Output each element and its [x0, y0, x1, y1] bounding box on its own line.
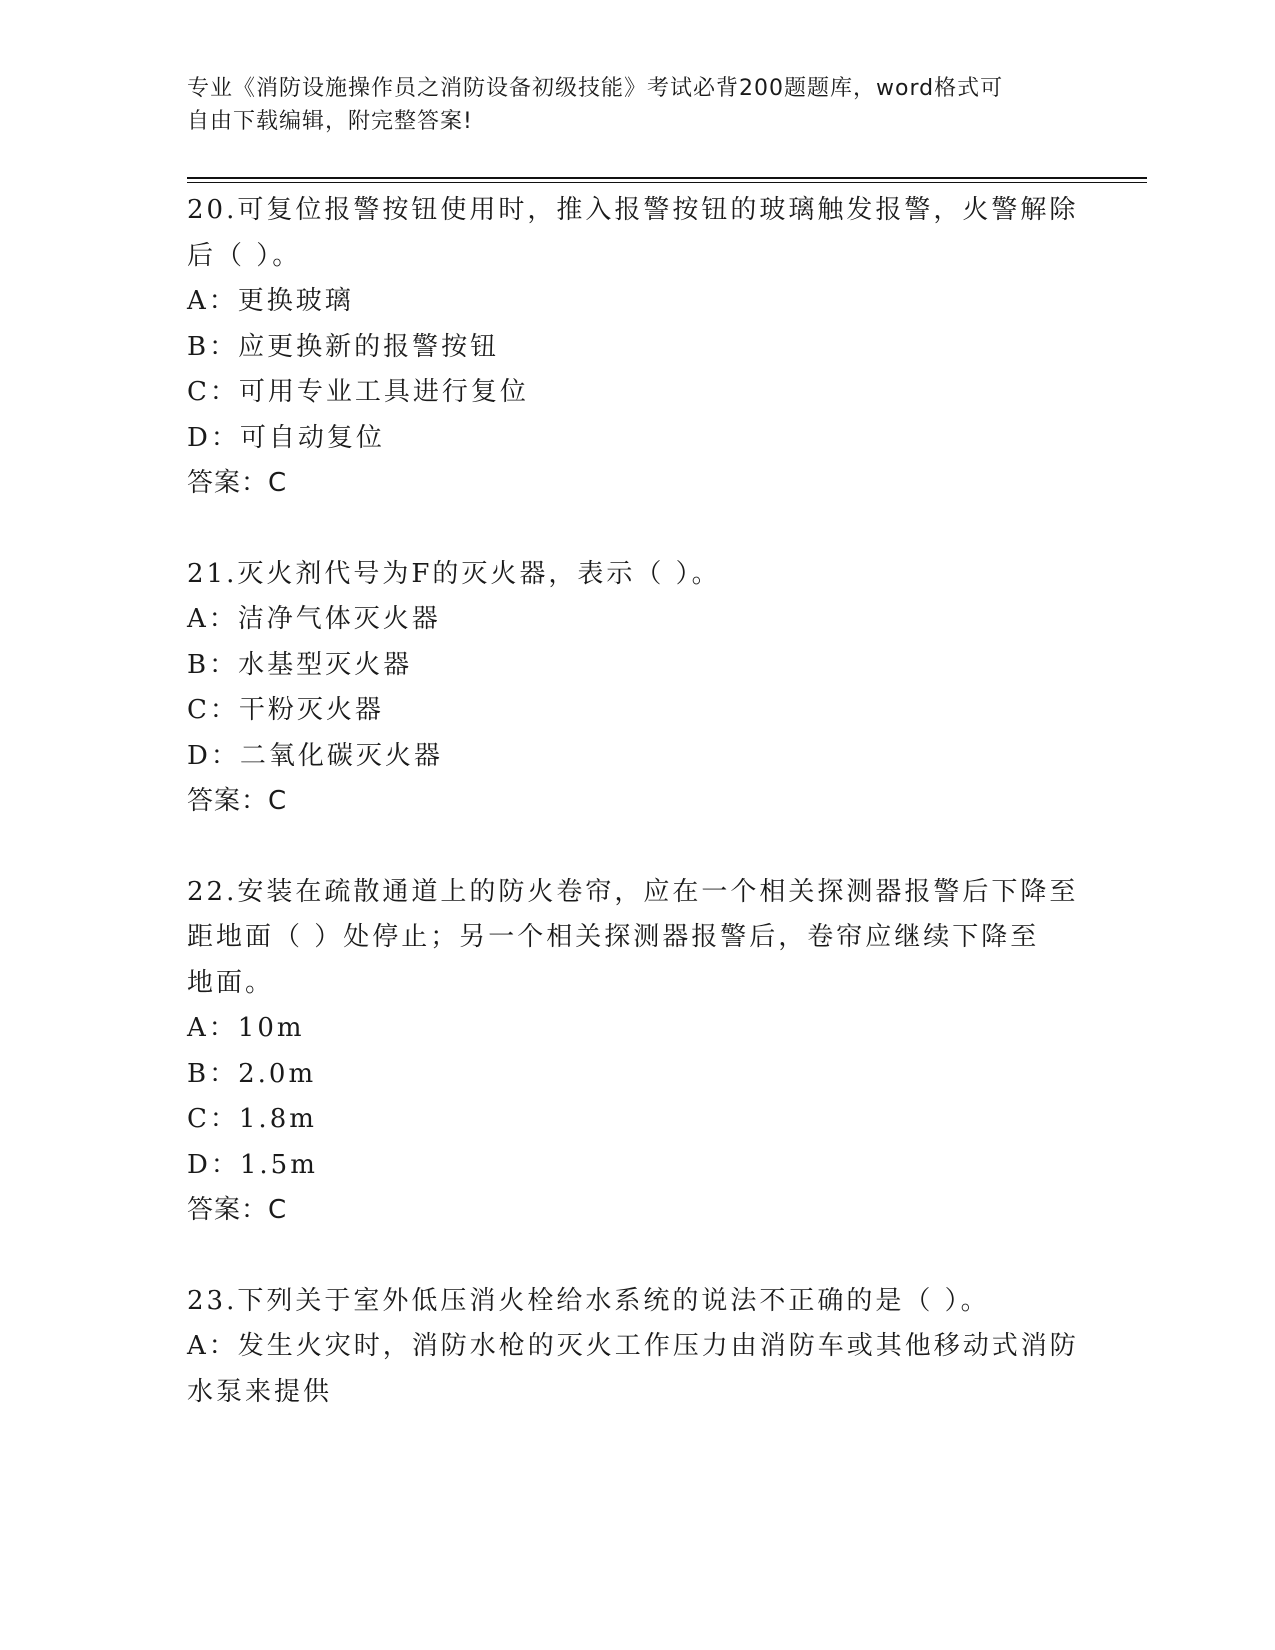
question-stem-continued: 后（ ）。	[187, 240, 302, 271]
answer-label: 答案：C	[187, 1195, 288, 1225]
option-a-continued: 水泵来提供	[187, 1376, 333, 1407]
document-header	[187, 72, 1067, 138]
option-d: D：二氧化碳灭火器	[187, 740, 443, 771]
question-stem: 21.灭火剂代号为F的灭火器，表示（ ）。	[187, 558, 721, 589]
question-spacer	[187, 507, 1087, 552]
question-stem: 22.安装在疏散通道上的防火卷帘，应在一个相关探测器报警后下降至	[187, 876, 1079, 907]
header-line-1: 专业《消防设施操作员之消防设备初级技能》考试必背200题题库，word格式可	[187, 76, 1004, 101]
question-stem-continued: 地面。	[187, 967, 275, 998]
option-a: A：更换玻璃	[187, 286, 354, 316]
header-line-2: 自由下载编辑，附完整答案!	[187, 109, 473, 134]
question-20	[187, 188, 1087, 507]
option-b: B：水基型灭火器	[187, 649, 413, 680]
question-stem-continued: 距地面（ ）处停止；另一个相关探测器报警后，卷帘应继续下降至	[187, 922, 1040, 952]
question-list	[187, 188, 1087, 1415]
question-22	[187, 870, 1087, 1234]
question-spacer	[187, 825, 1087, 870]
option-c: C：可用专业工具进行复位	[187, 377, 529, 407]
header-divider-thin	[187, 182, 1147, 183]
option-b: B：2.0m	[187, 1058, 317, 1089]
option-c: C：1.8m	[187, 1104, 317, 1134]
answer-label: 答案：C	[187, 786, 288, 816]
option-a: A：10m	[187, 1013, 305, 1043]
option-d: D：可自动复位	[187, 422, 385, 453]
option-a: A：洁净气体灭火器	[187, 604, 441, 634]
option-a: A：发生火灾时，消防水枪的灭火工作压力由消防车或其他移动式消防	[187, 1331, 1079, 1361]
header-divider-thick	[187, 177, 1147, 179]
question-23	[187, 1279, 1087, 1416]
question-spacer	[187, 1234, 1087, 1279]
question-stem: 23.下列关于室外低压消火栓给水系统的说法不正确的是（ ）。	[187, 1285, 990, 1316]
question-21	[187, 552, 1087, 825]
answer-label: 答案：C	[187, 468, 288, 498]
option-b: B：应更换新的报警按钮	[187, 331, 500, 362]
question-stem: 20.可复位报警按钮使用时，推入报警按钮的玻璃触发报警，火警解除	[187, 195, 1079, 225]
option-d: D：1.5m	[187, 1149, 318, 1180]
option-c: C：干粉灭火器	[187, 695, 384, 725]
